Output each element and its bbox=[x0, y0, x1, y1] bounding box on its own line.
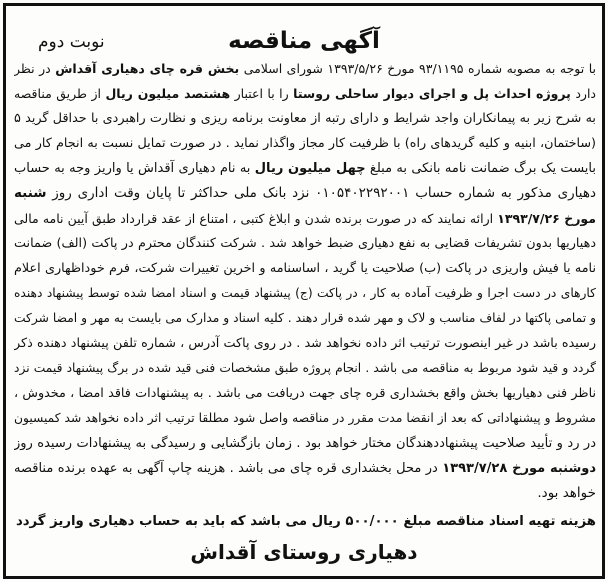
notice-title: آگهی مناقصه bbox=[228, 28, 380, 54]
body-text-segment: دارد bbox=[570, 86, 596, 101]
body-closing-line: خواهد بود. bbox=[537, 485, 596, 501]
body-line bbox=[14, 256, 596, 281]
body-text-segment: در نظر bbox=[14, 61, 56, 76]
document-fee-note: هزینه تهیه اسناد مناقصه مبلغ ۵۰۰/۰۰۰ ریال می باشد که باید به حساب دهیاری واریز گردد bbox=[15, 514, 596, 529]
emphasized-text: پروژه احداث پل و اجرای دیوار ساحلی روستا bbox=[293, 86, 571, 101]
body-text-segment: نامه یا فیش واریزی در پاکت (ب) صلاحیت یا گرید ، اساسنامه و اخرین تغییرات شرکت، فرم خوداظهاری اعلام bbox=[14, 261, 596, 276]
body-text-segment: بایست یک برگ ضمانت نامه بانکی به مبلغ bbox=[365, 161, 596, 176]
body-line bbox=[14, 281, 596, 306]
body-line bbox=[14, 206, 596, 231]
body-line bbox=[14, 356, 596, 381]
body-text-segment: و تمامی پاکتها در لفاف مناسب و لاک و مهر شده قرار دهند . کلیه اسناد و مدارک می بایست به مهر و امضا شرکت bbox=[14, 311, 596, 325]
body-line bbox=[14, 456, 596, 481]
emphasized-text: بخش قره چای دهیاری آقداش bbox=[55, 61, 240, 76]
body-text-segment: مشروط و پیشنهاداتی که بعد از انقضا مدت مقرر در مناقصه واصل شود مطلقا ترتیب اثر داده نخواهد شد کمیسیون bbox=[14, 411, 596, 425]
body-text-segment: در رد و تأیید صلاحیت پیشنهاددهندگان مختار خواهد بود . زمان بازگشایی و رسیدگی به پیشنهادات رسیده روز bbox=[14, 436, 596, 451]
body-text-segment: رسیده باشد در غیر اینصورت ترتیب اثر داده نخواهد شد . در روی پاکت آدرس ، شماره تلفن پیشنهاد دهنده ذکر bbox=[14, 336, 596, 351]
body-text-segment: به شرح زیر به پیمانکاران واجد شرایط و دارای رتبه از معاونت برنامه ریزی و نظارت راهبردی با حداقل گرید ۵ bbox=[14, 111, 596, 126]
body-text-segment: (ساختمان، ابنیه و کلیه گریدهای راه) با ظرفیت کار مجاز واگذار نماید . در صورت تمایل نسبت به انجام کار می bbox=[14, 136, 596, 151]
body-line bbox=[14, 106, 596, 131]
emphasized-text: چهل میلیون ریال bbox=[254, 161, 366, 176]
body-line bbox=[14, 56, 596, 81]
notice-body bbox=[14, 56, 596, 481]
body-line bbox=[14, 181, 596, 206]
body-line bbox=[14, 156, 596, 181]
body-text-segment: با توجه به مصوبه شماره ۹۳/۱۱۹۵ مورخ ۱۳۹۳/۵/۲۶ شورای اسلامی bbox=[239, 61, 596, 76]
body-text-segment: ارائه نمایند که در صورت برنده شدن و ابلاغ کتبی ، امتناع از عقد قرارداد طبق آیین نامه مالی bbox=[14, 211, 498, 226]
emphasized-text: دوشنبه مورخ ۱۳۹۳/۷/۲۸ bbox=[442, 461, 596, 476]
body-text-segment: در محل بخشداری قره چای می باشد . هزینه چاپ آگهی به عهده برنده مناقصه bbox=[14, 461, 443, 476]
emphasized-text: شنبه bbox=[14, 185, 47, 201]
body-line bbox=[14, 406, 596, 431]
publication-round-label: نوبت دوم bbox=[38, 32, 105, 52]
body-text-segment: دهیاری مذکور به شماره حساب ۰۱۰۵۴۰۲۲۹۲۰۰۱ نزد بانک ملی حداکثر تا پایان وقت اداری روز bbox=[46, 185, 596, 201]
body-text-segment: دهیاریها بدون تشریفات قضایی به نفع دهیاری ضبط خواهد شد . شرکت کنندگان محترم در پاکت (الف) ضمانت bbox=[14, 236, 596, 251]
body-line bbox=[14, 81, 596, 106]
body-line bbox=[14, 231, 596, 256]
body-line bbox=[14, 381, 596, 406]
body-text-segment: گردد و قید شود مربوط به مناقصه می باشد . انجام پروژه طبق مشخصات فنی قید شده در برگ پیشنهاد قیمت نزد bbox=[14, 361, 596, 375]
body-text-segment: را با اعتبار bbox=[230, 86, 294, 101]
issuer-signature: دهیاری روستای آقداش bbox=[190, 540, 418, 564]
emphasized-text: هشتصد میلیون ریال bbox=[105, 86, 231, 101]
emphasized-text: مورخ ۱۳۹۳/۷/۲۶ bbox=[497, 211, 596, 226]
body-line bbox=[14, 431, 596, 456]
body-text-segment: از طریق مناقصه bbox=[14, 86, 106, 101]
body-text-segment: ناظر فنی دهیاریها بخش واقع بخشداری قره چای جهت دریافت می باشد . به پیشنهادات فاقد امضا ، مخدوش ، bbox=[14, 386, 596, 401]
body-line bbox=[14, 131, 596, 156]
body-text-segment: کارهای در دست اجرا و ظرفیت آماده به کار ، در پاکت (ج) پیشنهاد قیمت و اسناد امضا شده توسط پیشنهاد دهنده bbox=[14, 286, 596, 300]
body-line bbox=[14, 331, 596, 356]
body-line bbox=[14, 306, 596, 331]
body-text-segment: به نام دهیاری آقداش یا واریز وجه به حساب bbox=[14, 161, 255, 176]
